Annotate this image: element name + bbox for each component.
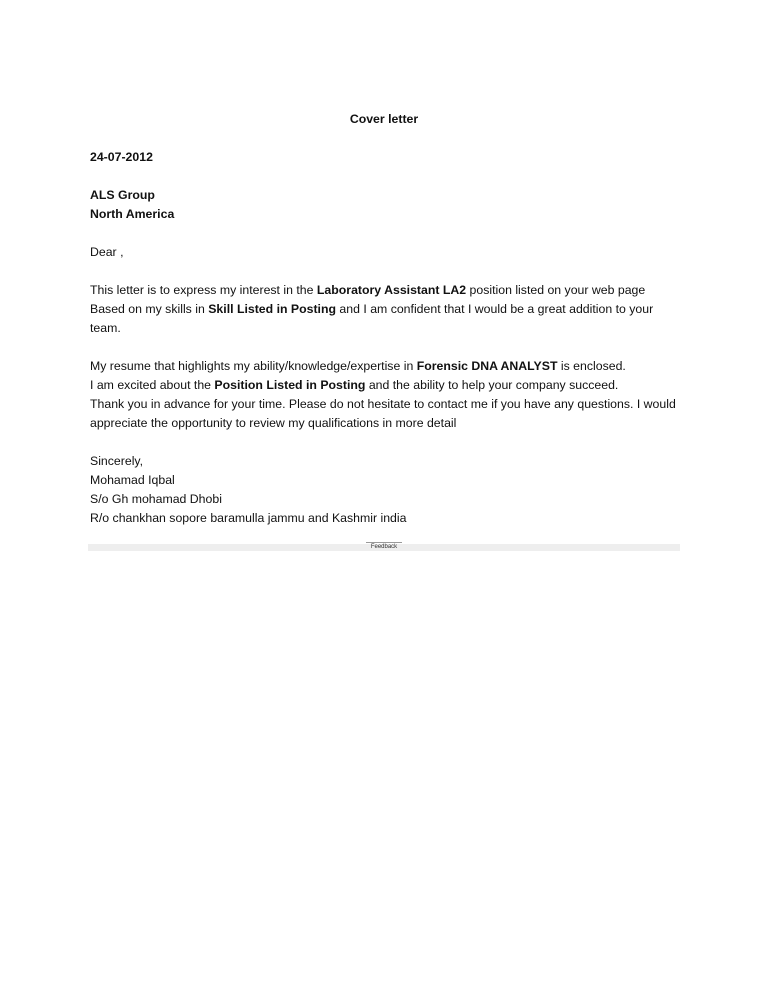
- feedback-bar: [88, 544, 680, 551]
- text-segment: This letter is to express my interest in the: [90, 283, 317, 297]
- recipient-block: [90, 186, 680, 224]
- text-segment: and I am confident that I would be a great addition to your team.: [90, 302, 654, 335]
- text-segment: position listed on your web page: [466, 283, 646, 297]
- text-segment: I am excited about the: [90, 378, 215, 392]
- signer-name: Mohamad Iqbal: [90, 473, 175, 487]
- letter-title: Cover letter: [349, 112, 419, 126]
- feedback-divider: [366, 542, 402, 543]
- feedback-link[interactable]: Feedback: [370, 544, 398, 550]
- signer-residence: R/o chankhan sopore baramulla jammu and Kashmir india: [90, 511, 407, 525]
- paragraph-resume-line-1: [90, 357, 680, 376]
- text-segment: and the ability to help your company succeed.: [365, 378, 619, 392]
- salutation: Dear ,: [90, 245, 124, 259]
- skill-placeholder: Skill Listed in Posting: [208, 302, 337, 316]
- paragraph-resume-line-3: Thank you in advance for your time. Please do not hesitate to contact me if you have any questions. I would appreciate the opportunity to review my qualifications in more detail: [90, 397, 676, 430]
- paragraph-resume-line-2: [90, 376, 680, 395]
- recipient-company: ALS Group: [90, 188, 155, 202]
- text-segment: is enclosed.: [557, 359, 626, 373]
- closing-block: [90, 452, 680, 528]
- paragraph-interest-line-2: [90, 300, 680, 338]
- cover-letter: [90, 110, 680, 528]
- text-segment: Based on my skills in: [90, 302, 209, 316]
- paragraph-interest-line-1: [90, 281, 680, 300]
- position-placeholder: Position Listed in Posting: [214, 378, 366, 392]
- position-title: Laboratory Assistant LA2: [316, 283, 467, 297]
- letter-date: 24-07-2012: [90, 150, 153, 164]
- sign-off: Sincerely,: [90, 454, 144, 468]
- text-segment: My resume that highlights my ability/knowledge/expertise in: [90, 359, 417, 373]
- paragraph-interest: [90, 281, 680, 338]
- paragraph-resume: [90, 357, 680, 433]
- signer-parent: S/o Gh mohamad Dhobi: [90, 492, 222, 506]
- expertise-title: Forensic DNA ANALYST: [416, 359, 558, 373]
- recipient-region: North America: [90, 207, 175, 221]
